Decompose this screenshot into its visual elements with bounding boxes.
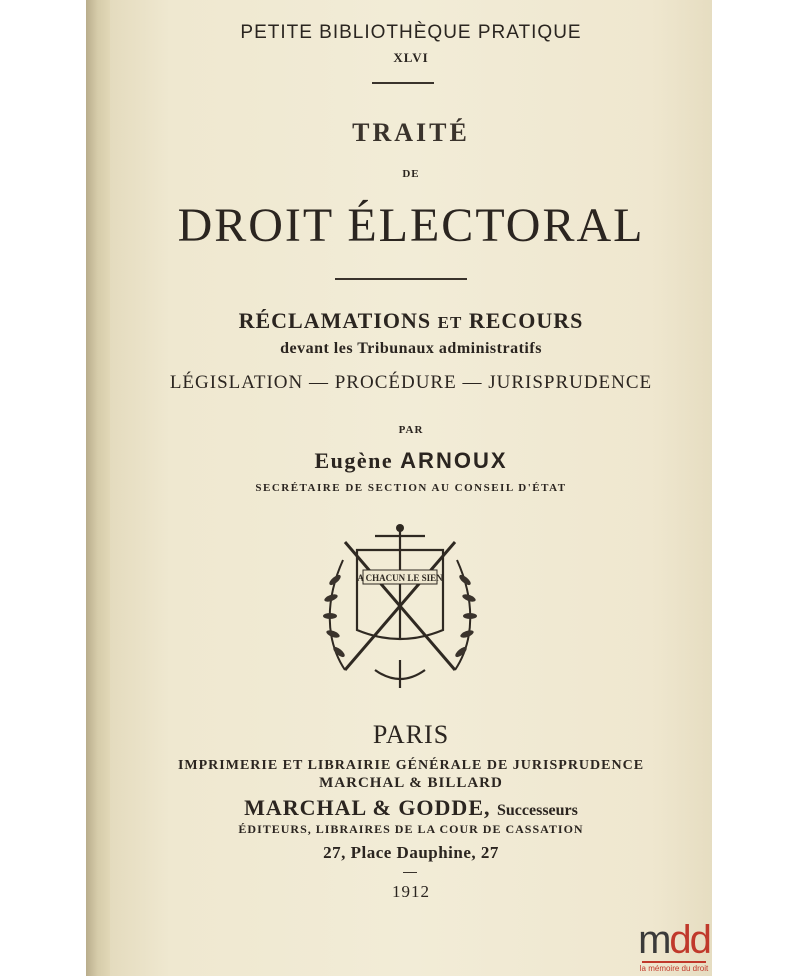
publisher-emblem-icon — [315, 520, 485, 692]
publisher-line-1: IMPRIMERIE ET LIBRAIRIE GÉNÉRALE DE JURISPRUDENCE — [177, 758, 645, 773]
logo-letter-m: m — [638, 918, 670, 962]
mdd-logo-mark — [632, 920, 716, 960]
logo-tagline: la mémoire du droit — [639, 964, 709, 973]
by-label: PAR — [398, 424, 424, 436]
divider-middle — [335, 278, 467, 280]
publisher-address: 27, Place Dauphine, 27 — [323, 843, 499, 862]
subtitle-line-3: LÉGISLATION — PROCÉDURE — JURISPRUDENCE — [169, 372, 653, 393]
book-spine-shadow — [86, 0, 112, 976]
author-role: SECRÉTAIRE DE SECTION AU CONSEIL D'ÉTAT — [255, 482, 567, 494]
publisher-line-3 — [110, 795, 712, 821]
publisher-successors: Successeurs — [497, 802, 578, 819]
divider-top — [372, 82, 434, 84]
divider-bottom — [403, 872, 417, 873]
series-title: PETITE BIBLIOTHÈQUE PRATIQUE — [240, 22, 582, 43]
title-de: DE — [402, 168, 420, 180]
title-page — [110, 0, 712, 976]
publication-year: 1912 — [392, 882, 430, 901]
mdd-logo — [632, 920, 716, 972]
emblem-motto: A CHACUN LE SIEN — [357, 573, 443, 583]
author-first-name: Eugène — [314, 448, 394, 473]
main-title: DROIT ÉLECTORAL — [177, 199, 645, 252]
subtitle-line-2: devant les Tribunaux administratifs — [280, 340, 542, 357]
subtitle-recours: RECOURS — [468, 308, 584, 333]
subtitle-et: ET — [437, 313, 463, 332]
publisher-line-2: MARCHAL & BILLARD — [319, 775, 503, 791]
publisher-line-4: ÉDITEURS, LIBRAIRES DE LA COUR DE CASSATION — [238, 822, 584, 836]
author-name — [110, 448, 712, 474]
subtitle-reclamations: RÉCLAMATIONS — [238, 308, 432, 333]
volume-number: XLVI — [393, 50, 429, 65]
subtitle-line-1 — [110, 308, 712, 334]
city: PARIS — [372, 720, 450, 749]
logo-letters-dd: dd — [669, 918, 710, 962]
title-pre: TRAITÉ — [352, 118, 470, 147]
publisher-name: MARCHAL & GODDE, — [244, 795, 491, 820]
author-last-name: ARNOUX — [400, 448, 508, 473]
